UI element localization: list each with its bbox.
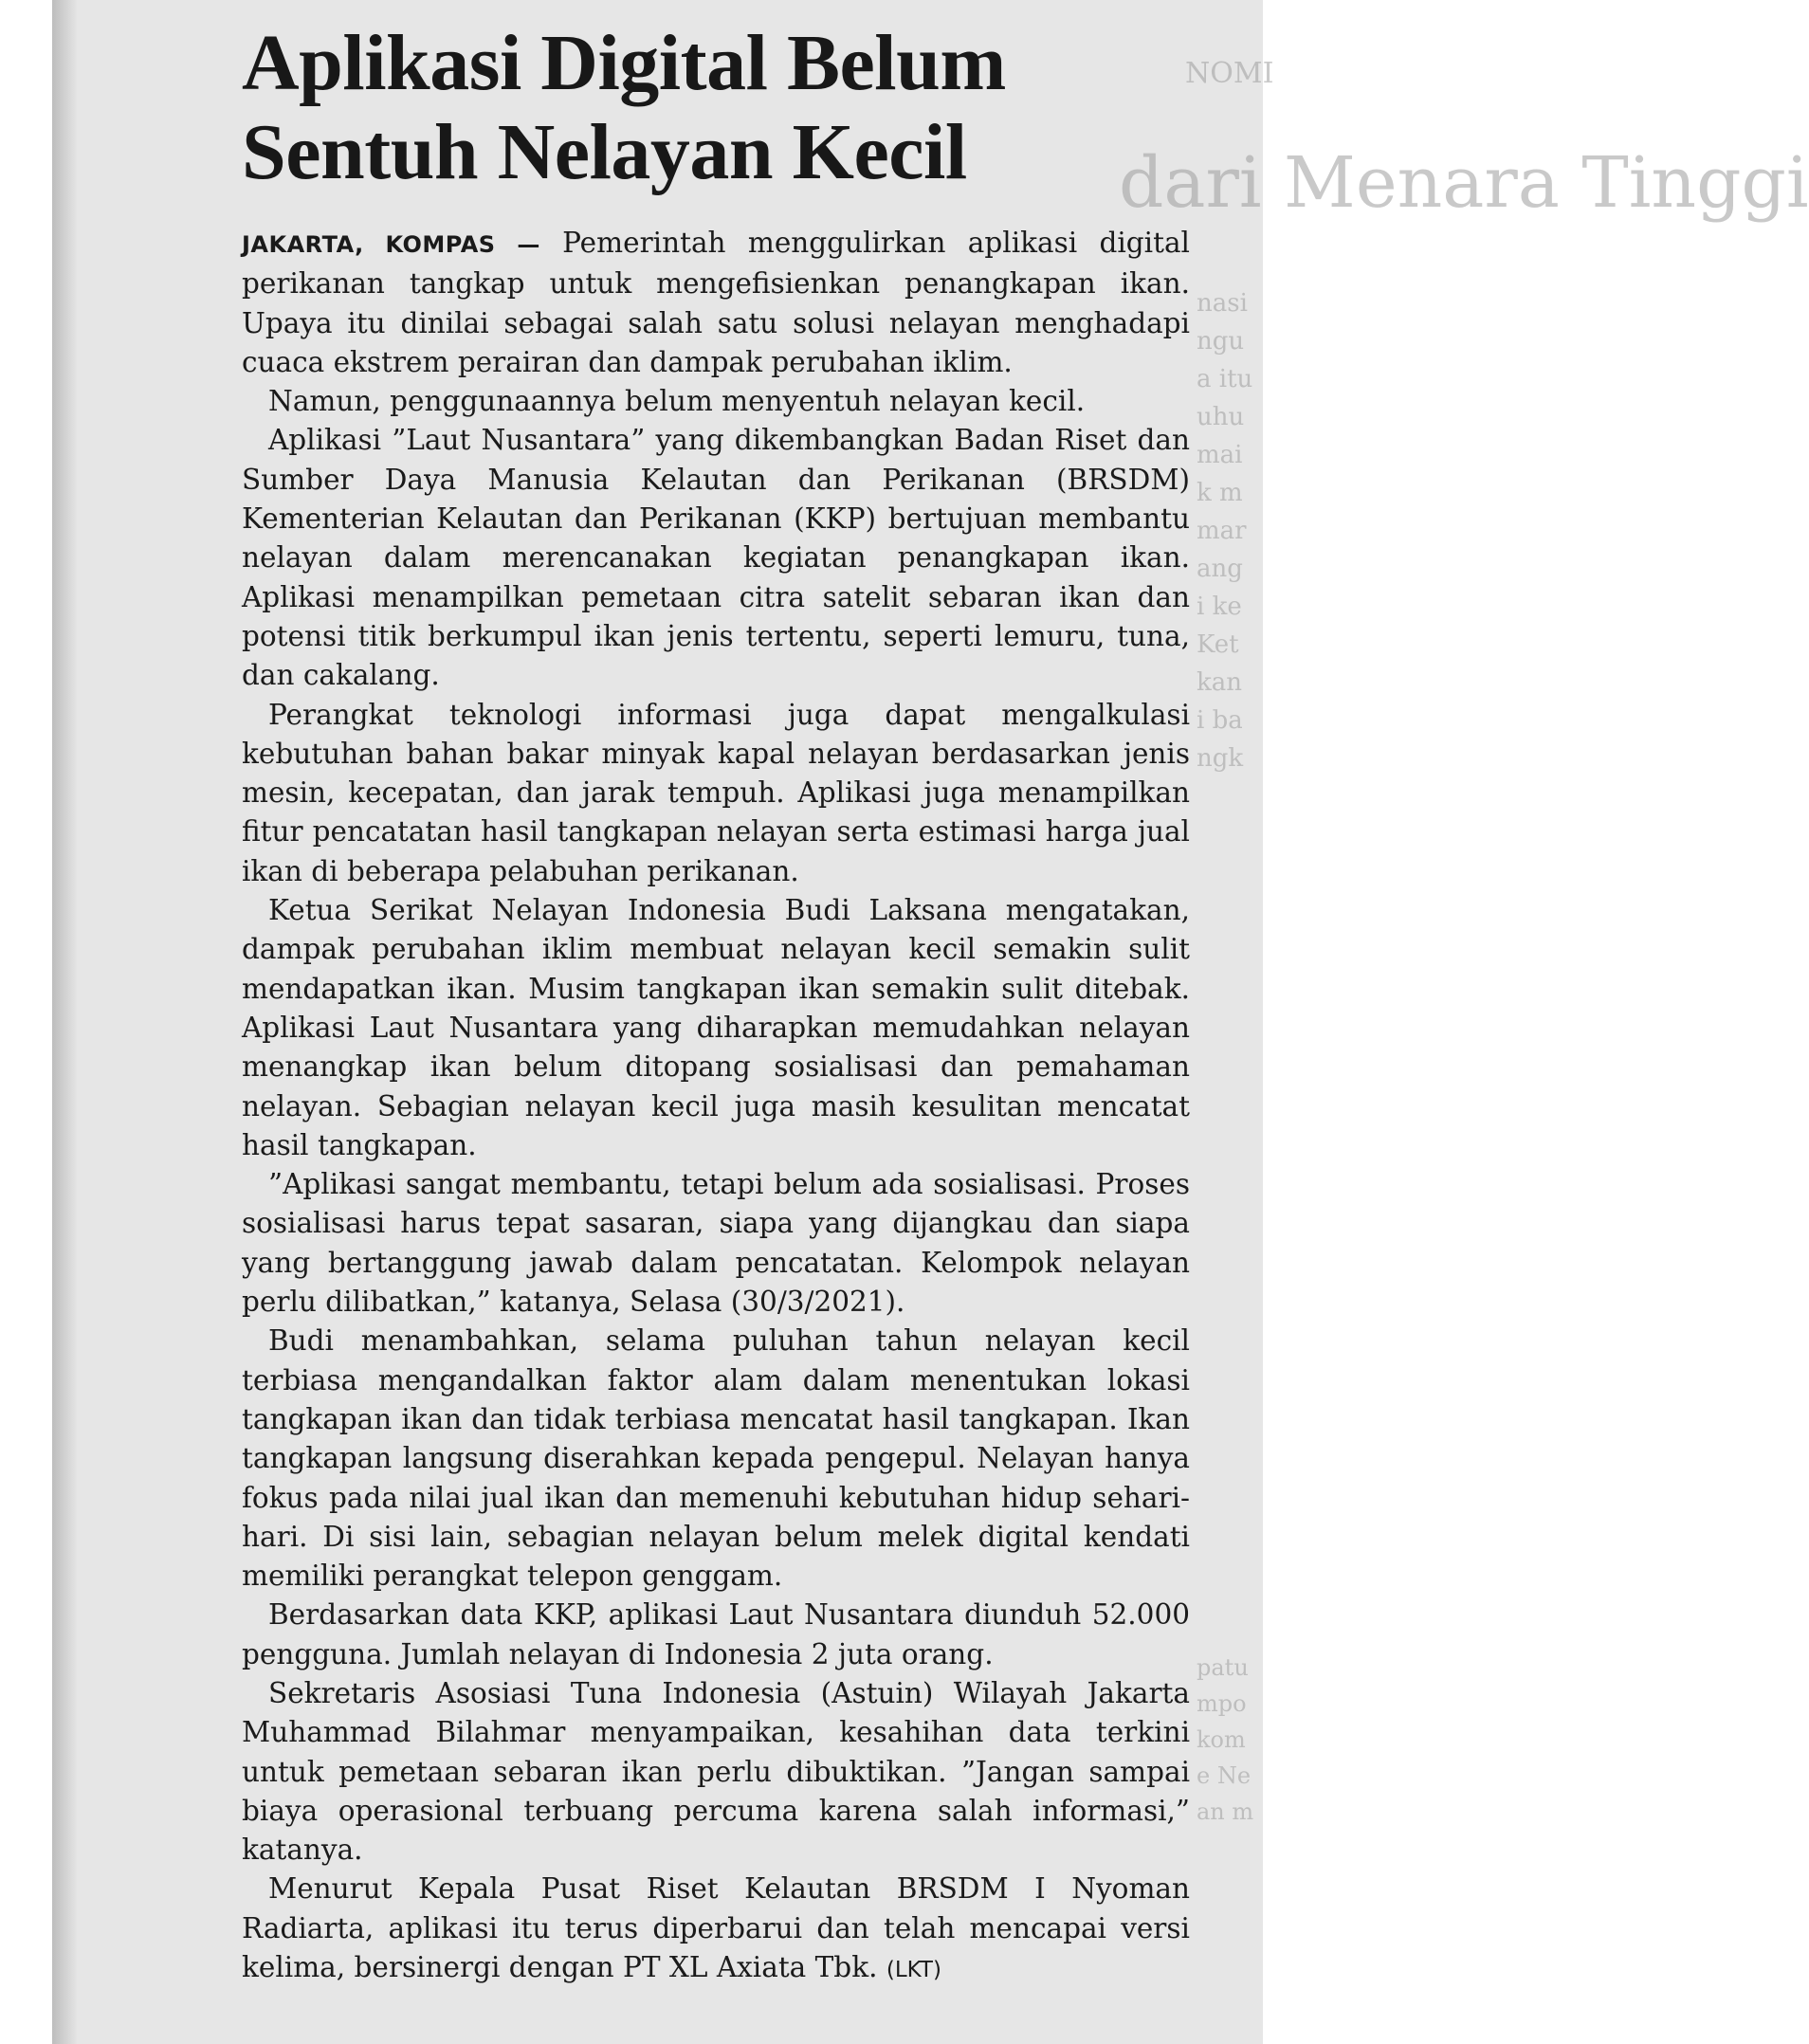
bleed-line: a itu (1197, 365, 1253, 393)
bleed-line: Ket (1197, 630, 1239, 659)
article-headline (242, 19, 1190, 197)
bleed-line: mar (1197, 517, 1247, 545)
article-paragraph: Sekretaris Asosiasi Tuna Indonesia (Astuin) Wilayah Jakarta Muhammad Bilahmar menyampaikan, kesahihan data terkini untuk pemetaan sebaran ikan perlu dibuktikan. ”Jangan sampai biaya operasional terbuang percuma karena salah informasi,” katanya. (242, 1676, 1190, 1867)
article-paragraph: Ketua Serikat Nelayan Indonesia Budi Laksana mengatakan, dampak perubahan iklim membuat nelayan kecil semakin sulit mendapatkan ikan. Musim tangkapan ikan semakin sulit ditebak. Aplikasi Laut Nusantara yang diharapkan memudahkan nelayan menangkap ikan belum ditopang sosialisasi dan pemahaman nelayan. Sebagian nelayan kecil juga masih kesulitan mencatat hasil tangkapan. (242, 894, 1190, 1161)
bleed-line: kan (1197, 668, 1243, 697)
article-paragraph: Namun, penggunaannya belum menyentuh nelayan kecil. (268, 385, 1086, 418)
bleed-line: ngu (1197, 327, 1245, 356)
article-paragraph: Berdasarkan data KKP, aplikasi Laut Nusantara diunduh 52.000 pengguna. Jumlah nelayan di Indonesia 2 juta orang. (242, 1598, 1190, 1670)
bleed-line: i ba (1197, 706, 1243, 735)
paragraph-text: Pemerintah menggulirkan aplikasi digital perikanan tangkap untuk mengefisienkan penangkapan ikan. Upaya itu dinilai sebagai salah satu solusi nelayan menghadapi cuaca ekstrem perairan dan dampak perubahan iklim. (242, 227, 1190, 378)
headline-line-2: Sentuh Nelayan Kecil (242, 108, 967, 196)
bleed-line: e Ne (1197, 1762, 1252, 1789)
bleed-line: k m (1197, 479, 1243, 507)
bleed-line: mpo (1197, 1690, 1247, 1717)
article-final-paragraph (242, 1870, 1190, 1990)
bleed-line: kom (1197, 1726, 1246, 1753)
bleed-through-top: NOMI (1185, 57, 1274, 90)
headline-line-1: Aplikasi Digital Belum (242, 19, 1006, 107)
article-paragraph: Perangkat teknologi informasi juga dapat mengalkulasi kebutuhan bahan bakar minyak kapal nelayan berdasarkan jenis mesin, kecepatan, dan jarak tempuh. Aplikasi juga menampilkan fitur pencatatan hasil tangkapan nelayan serta estimasi harga jual ikan di beberapa pelabuhan perikanan. (242, 698, 1190, 887)
article-paragraph: Budi menambahkan, selama puluhan tahun nelayan kecil terbiasa mengandalkan faktor alam dalam menentukan lokasi tangkapan ikan dan tidak terbiasa mencatat hasil tangkapan. Ikan tangkapan langsung diserahkan kepada pengepul. Nelayan hanya fokus pada nilai jual ikan dan memenuhi kebutuhan hidup sehari-hari. Di sisi lain, sebagian nelayan belum melek digital kendati memiliki perangkat telepon genggam. (242, 1324, 1190, 1593)
bleed-through-column (1197, 284, 1272, 777)
news-article (242, 19, 1190, 1990)
bleed-line: ngk (1197, 744, 1244, 773)
dateline: JAKARTA, KOMPAS — (242, 231, 540, 258)
bleed-line: i ke (1197, 593, 1242, 621)
bleed-through-heading: dari Menara Tinggi (1119, 142, 1809, 224)
bleed-line: an m (1197, 1798, 1254, 1825)
article-paragraph: ”Aplikasi sangat membantu, tetapi belum ada sosialisasi. Proses sosialisasi harus tepat sasaran, siapa yang dijangkau dan siapa yang bertanggung jawab dalam pencatatan. Kelompok nelayan perlu dilibatkan,” katanya, Selasa (30/3/2021). (242, 1168, 1190, 1319)
bleed-line: patu (1197, 1654, 1249, 1681)
bleed-line: uhu (1197, 403, 1245, 431)
bleed-line: mai (1197, 441, 1243, 469)
author-tag: (LKT) (886, 1958, 941, 1983)
bleed-through-column-lower (1197, 1650, 1272, 1830)
article-lead-paragraph (242, 224, 1190, 382)
article-paragraph: Aplikasi ”Laut Nusantara” yang dikembangkan Badan Riset dan Sumber Daya Manusia Kelautan dan Perikanan (BRSDM) Kementerian Kelautan dan Perikanan (KKP) bertujuan membantu nelayan dalam merencanakan kegiatan penangkapan ikan. Aplikasi menampilkan pemetaan citra satelit sebaran ikan dan potensi titik berkumpul ikan jenis tertentu, seperti lemuru, tuna, dan cakalang. (242, 424, 1190, 692)
article-body (242, 224, 1190, 1990)
scan-edge-shadow (52, 0, 77, 2044)
bleed-line: ang (1197, 555, 1243, 583)
paragraph-text: Menurut Kepala Pusat Riset Kelautan BRSDM I Nyoman Radiarta, aplikasi itu terus diperbarui dan telah mencapai versi kelima, bersinergi dengan PT XL Axiata Tbk. (242, 1872, 1190, 1984)
bleed-line: nasi (1197, 289, 1248, 318)
